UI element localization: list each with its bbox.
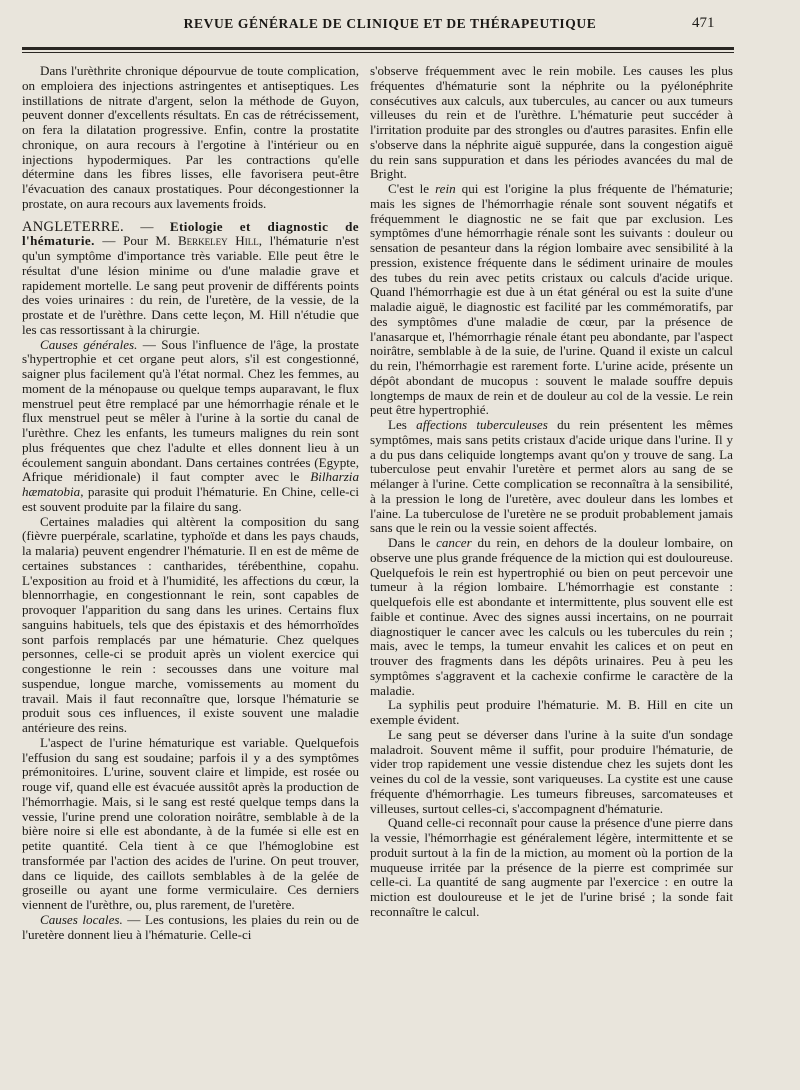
- paragraph-tuberculeuses: [370, 418, 733, 536]
- paragraph-continued: s'observe fréquemment avec le rein mobile. Les causes les plus fréquentes d'hématurie sont la néphrite ou la pyélonéphrite consécutives aux calculs, aux tubercules, au cancer ou aux tumeurs villeuses du rein et de l'urèthre. L'hématurie peut succéder à l'irritation produite par des strongles ou d'autres parasites. Enfin elle s'observe dans la néphrite aiguë suppurée, dans la congestion aiguë du rein sans suppuration et dans les périodes avancées du mal de Bright.: [370, 64, 733, 182]
- cancer-text-a: Dans le: [388, 535, 437, 550]
- section-heading-hematuria: [22, 220, 359, 338]
- running-header: [0, 0, 800, 40]
- cancer-text-b: du rein, en dehors de la douleur lombaire, on observe une plus grande fréquence de la miction qui est douloureuse. Quelquefois le rein est hypertrophié ou bien on peut percevoir une tumeur à la région lombaire. L'hémorrhagie est constante : quelquefois elle est abondante et intermittente, plus souvent elle est faible et continue. Avec des signes aussi incertains, on ne pourrait diagnostiquer le cancer avec les calculs ou les tubercules du rein ; mais, avec le temps, la tumeur envahit les calices et on peut en trouver des fragments dans les dépôts urinaires. Peu à peu les symptômes s'aggravent et la cachexie confirme le caractère de la maladie.: [370, 535, 733, 698]
- section-title: Etiologie et diagnostic de l'hématurie.: [22, 218, 359, 249]
- paragraph-pierre: Quand celle-ci reconnaît pour cause la présence d'une pierre dans la vessie, l'hémorrhagie est généralement légère, intermittente et se produit surtout à la fin de la miction, au moment où la portion de la muqueuse irritée par la présence de la pierre est comprimée sur celle-ci. La quantité de sang augmente par l'exercice : en outre la miction est douloureuse et le jet de l'urine brisé ; la sonde fait reconnaître le calcul.: [370, 815, 733, 919]
- causes-generales-end: , parasite qui produit l'hématurie. En Chine, celle-ci est souvent produite par la filaire du sang.: [22, 484, 359, 514]
- section-intro-text: , l'hématurie n'est qu'un symptôme d'importance très variable. Elle peut être le résultat d'une lésion minime ou d'une maladie grave et rapidement mortelle. Le sang peut provenir de différents points des voies urinaires : du rein, de l'uretère, de la vessie, de la prostate et de l'urèthre. Dans cette leçon, M. Hill n'étudie que les cas ressortissant à la chirurgie.: [22, 233, 359, 337]
- header-rule-thin: [22, 52, 734, 53]
- right-column: [370, 64, 733, 1064]
- paragraph-aspect: L'aspect de l'urine hématurique est variable. Quelquefois l'effusion du sang est soudaine; parfois il y a des symptômes prémonitoires. L'urine, souvent claire et limpide, est rosée ou rouge vif, quand elle est évacuée aussitôt après la production de l'hémorrhagie. Mais, si le sang est resté quelque temps dans la vessie, l'urine prend une coloration noirâtre, semblable à de la bière noire si elle est abondante, à de la fumée si elle est en petite quantité. Cela tient à ce que l'hémoglobine est transformée par l'action des acides de l'urine. On peut trouver, dans ce liquide, des caillots semblables à de la gelée de groseille ou ayant une forme vermiculaire. Ces derniers viennent de l'urèthre, ou, plus rarement, de l'uretère.: [22, 734, 359, 912]
- paragraph-urethritis: Dans l'urèthrite chronique dépourvue de toute complication, on emploiera des injections astringentes et antiseptiques. Les instillations de nitrate d'argent, selon la méthode de Guyon, peuvent donner d'excellents résultats. En cas de rétrécissement, on fera la dilatation progressive. Enfin, contre la prostatite chronique, on aura recours à l'ergotine à l'intérieur ou en injections hypodermiques. Par les contractions qu'elle détermine dans les fibres lisses, elle favorisera peut-être l'évacuation des canaux prostatiques. Pour décongestionner la prostate, on aura recours aux lavements froids.: [22, 64, 359, 211]
- paragraph-causes-generales: [22, 338, 359, 515]
- left-column: [22, 64, 359, 1064]
- tub-italic: affections tuberculeuses: [416, 417, 548, 432]
- author-name: Berkeley Hill: [177, 233, 259, 249]
- section-dash: —: [123, 218, 170, 234]
- page-number: 471: [692, 15, 715, 31]
- journal-title: REVUE GÉNÉRALE DE CLINIQUE ET DE THÉRAPEUTIQUE: [183, 16, 597, 31]
- rein-text-b: qui est l'origine la plus fréquente de l'hématurie; mais les signes de l'hémorrhagie rénale sont souvent négatifs et fréquemment le diagnostic ne se fait que par exclusion. Les symptômes d'une hémorrhagie rénale sont les suivants : douleur ou sensation de pesanteur dans la région lombaire avec sensibilité à la pression, existence fréquente dans le sédiment urinaire de moules des tubes du rein avec petits cristaux ou calculs d'acide urique. Quand l'hémorrhagie est due à un état général ou est la suite d'une maladie aiguë, le diagnostic est facilité par les commémoratifs, par des symptômes d'une maladie de cœur, par la présence de l'anasarque et, l'hémorrhagie rénale étant peu abondante, par l'aspect noirâtre, semblable à de la suie, de l'urine. Quand il existe un calcul du rein, l'hémorrhagie est rarement forte. L'urine acide, présente un dépôt abondant de mucopus : souvent le malade souffre depuis longtemps de maux de rein et de douleur au col de la vessie. Le rein peut être hypertrophié.: [370, 181, 733, 418]
- subheading-causes-generales: Causes générales.: [40, 336, 138, 352]
- causes-generales-text: — Sous l'influence de l'âge, la prostate s'hypertrophie et cet organe peut alors, s'il est congestionné, saigner plus facilement qu'à l'état normal. Chez les femmes, au moment de la ménopause ou quelque temps auparavant, le flux menstruel peut être remplacé par une hémorrhagie rénale et le flux menstruel peut se mêler à l'urine à la sortie du canal de l'urèthre. Chez les enfants, les tumeurs malignes du rein sont plus fréquentes que chez l'adulte et elles donnent lieu à un écoulement sanguin abondant. Dans certaines contrées (Egypte, Afrique méridionale) il faut compter avec le: [22, 336, 359, 485]
- cancer-italic: cancer: [436, 535, 472, 550]
- paragraph-maladies: Certaines maladies qui altèrent la composition du sang (fièvre puerpérale, scarlatine, typhoïde et dans les pays chauds, la malaria) peuvent engendrer l'hématurie. Il en est de même de certaines substances : cantharides, térébenthine, copahu. L'exposition au froid et à l'humidité, les affections du cœur, la blennorrhagie, en congestionnant le rein, sont capables de provoquer l'apparition du sang dans les urines. Certains flux sanguins habituels, tels que des épistaxis et des hémorrhoïdes sont parfois remplacés par une hématurie. Chez quelques personnes, celle-ci se produit après un violent exercice qui congestionne le rein : secousses dans une voiture mal suspendue, longue marche, vomissements au moment du travail. Mais il faut reconnaître que, lorsque l'hématurie se produit sous ces influences, il existe souvent une maladie antérieure des reins.: [22, 513, 359, 735]
- paragraph-cancer: [370, 536, 733, 698]
- header-rule: [22, 47, 734, 50]
- paragraph-sondage: Le sang peut se déverser dans l'urine à la suite d'un sondage maladroit. Souvent même il suffit, pour produire l'hématurie, de vider trop rapidement une vessie distendue chez les sujets dont les veines du col de la vessie, sont variqueuses. La cystite est une cause fréquente d'hémorrhagie. Les tumeurs fibreuses, sarcomateuses et villeuses, surtout celles-ci, s'accompagnent d'hématurie.: [370, 726, 733, 816]
- bilharzia-term: Bilharzia hæmatobia: [22, 469, 359, 499]
- tub-text-a: Les: [388, 417, 417, 432]
- section-country: ANGLETERRE.: [22, 218, 124, 235]
- paragraph-syphilis: La syphilis peut produire l'hématurie. M. B. Hill en cite un exemple évident.: [370, 697, 733, 727]
- paragraph-rein: [370, 182, 733, 418]
- tub-text-b: du rein présentent les mêmes symptômes, mais sans petits cristaux d'acide urique dans l'urine. Il y a du pus dans celiquide longtemps avant qu'on y trouve de sang. La tuberculose peut envahir l'uretère et permet alors au sang de se mélanger à l'urine. Cette complication se reconnaîtra à la sensibilité, à la pression le long de l'uretère, avec douleur dans les lombes et l'aine. La tuberculose de l'uretère ne se produit probablement jamais sans que le rein ou la vessie soient affectés.: [370, 417, 733, 536]
- section-after: — Pour M.: [94, 233, 178, 249]
- paragraph-causes-locales: [22, 913, 359, 943]
- rein-italic: rein: [435, 181, 456, 196]
- subheading-causes-locales: Causes locales.: [40, 911, 123, 927]
- rein-text-a: C'est le: [388, 181, 436, 196]
- causes-locales-text: — Les contusions, les plaies du rein ou de l'uretère donnent lieu à l'hématurie. Celle-ci: [22, 911, 359, 942]
